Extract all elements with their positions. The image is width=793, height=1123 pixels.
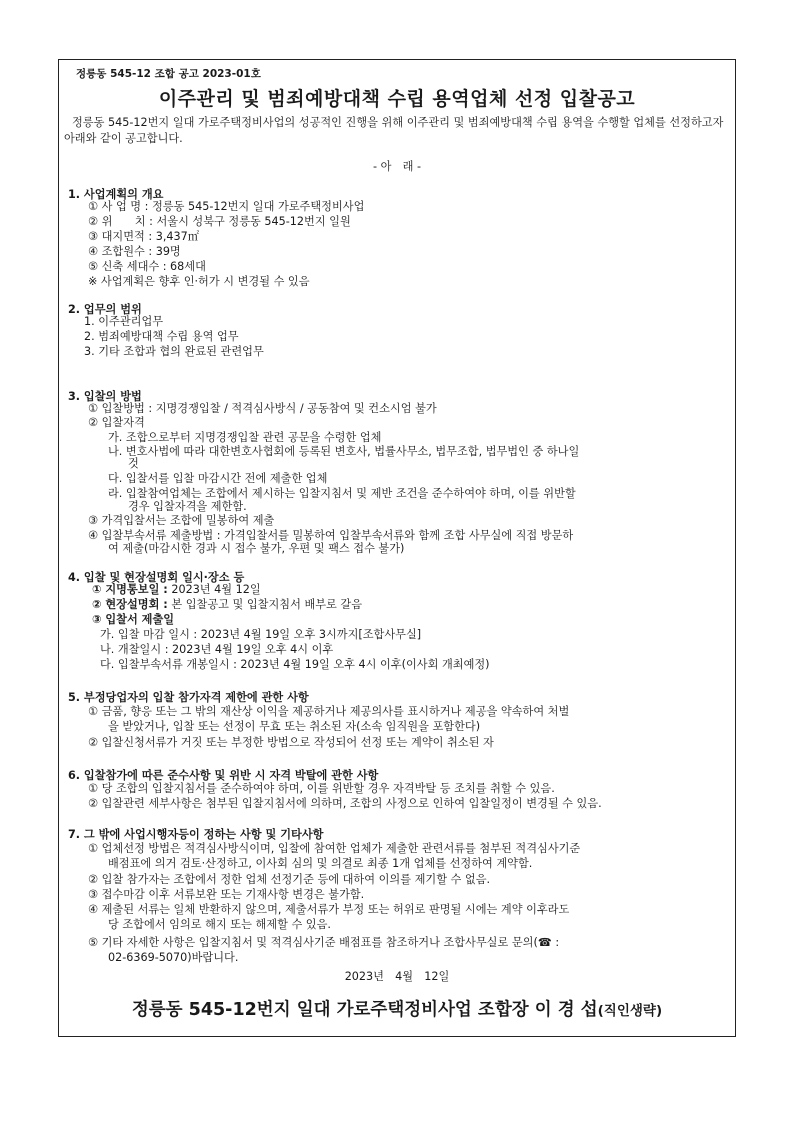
s4-bid-submission: ③ 입찰서 제출일 [92,613,175,626]
notice-title: 이주관리 및 범죄예방대책 수립 용역업체 선정 입찰공고 [158,88,636,110]
s7-item-1: ① 업체선정 방법은 적격심사방식이며, 입찰에 참여한 업체가 제출한 관련서류를 첨부된 적격심사기준 [88,842,581,855]
section-1-title: 1. 사업계획의 개요 [68,188,164,201]
s5-item-1-cont: 을 받았거나, 입찰 또는 선정이 무효 또는 취소된 자(소속 임직원을 포함한다) [108,720,481,733]
s3-submission-cont: 여 제출(마감시한 경과 시 접수 불가, 우편 및 팩스 접수 불가) [108,542,405,555]
s3-qual-b-cont: 것 [128,457,139,470]
section-5-title: 5. 부정당업자의 입찰 참가자격 제한에 관한 사항 [68,691,309,704]
signature-name: 정릉동 545-12번지 일대 가로주택정비사업 조합장 이 경 섭 [131,1000,598,1020]
s7-item-2: ② 입찰 참가자는 조합에서 정한 업체 선정기준 등에 대하여 이의를 제기할 수 없음. [88,873,491,886]
s7-item-4: ④ 제출된 서류는 일체 반환하지 않으며, 제출서류가 부정 또는 허위로 판명될 시에는 계약 이후라도 [88,903,570,916]
s5-item-2: ② 입찰신청서류가 거짓 또는 부정한 방법으로 작성되어 선정 또는 계약이 취소된 자 [88,736,494,749]
document-number: 정릉동 545-12 조합 공고 2023-01호 [76,68,261,80]
s2-item-1: 1. 이주관리업무 [84,315,164,328]
s3-qualification: ② 입찰자격 [88,416,145,429]
s3-price-bid: ③ 가격입찰서는 조합에 밀봉하여 제출 [88,514,275,527]
below-heading: - 아 래 - [373,160,421,173]
s7-item-5-cont: 02-6369-5070)바랍니다. [108,951,239,964]
s4-opening: 나. 개찰일시 : 2023년 4월 19일 오후 4시 이후 [100,643,334,656]
s6-item-1: ① 당 조합의 입찰지침서를 준수하여야 하며, 이를 위반할 경우 자격박탈 등 조치를 취할 수 있음. [88,782,555,795]
section-3-title: 3. 입찰의 방법 [68,390,142,403]
s5-item-1: ① 금품, 향응 또는 그 밖의 재산상 이익을 제공하거나 제공의사를 표시하거나 제공을 약속하여 처벌 [88,705,570,718]
s3-method: ① 입찰방법 : 지명경쟁입찰 / 적격심사방식 / 공동참여 및 컨소시엄 불가 [88,402,437,415]
s4-briefing: ② 현장설명회 : 본 입찰공고 및 입찰지침서 배부로 갈음 [92,598,363,611]
seal-omitted-note: (직인생략) [597,1003,663,1019]
s7-item-1-cont: 배점표에 의거 검토·산정하고, 이사회 심의 및 의결로 최종 1개 업체를 선정하여 계약함. [108,857,533,870]
section-4-title: 4. 입찰 및 현장설명회 일시·장소 등 [68,571,245,584]
s2-item-2: 2. 범죄예방대책 수립 용역 업무 [84,330,239,343]
s3-qual-c: 다. 입찰서를 입찰 마감시간 전에 제출한 업체 [108,472,328,485]
s3-qual-a: 가. 조합으로부터 지명경쟁입찰 관련 공문을 수령한 업체 [108,431,382,444]
s4-deadline: 가. 입찰 마감 일시 : 2023년 4월 19일 오후 3시까지[조합사무실] [100,628,422,641]
s4-notice-date: ① 지명통보일 : 2023년 4월 12일 [92,583,261,596]
s6-item-2: ② 입찰관련 세부사항은 첨부된 입찰지침서에 의하며, 조합의 사정으로 인하여 입찰일정이 변경될 수 있음. [88,797,602,810]
s7-item-4-cont: 당 조합에서 임의로 해지 또는 해제할 수 있음. [108,918,331,931]
s4-doc-opening: 다. 입찰부속서류 개봉일시 : 2023년 4월 19일 오후 4시 이후(이사회 개최예정) [100,658,490,671]
section-7-title: 7. 그 밖에 사업시행자등이 정하는 사항 및 기타사항 [68,828,324,841]
s1-project-name: ① 사 업 명 : 정릉동 545-12번지 일대 가로주택정비사업 [88,200,365,213]
s7-item-5: ⑤ 기타 자세한 사항은 입찰지침서 및 적격심사기준 배점표를 참조하거나 조합사무실로 문의(☎ : [88,936,560,949]
section-6-title: 6. 입찰참가에 따른 준수사항 및 위반 시 자격 박탈에 관한 사항 [68,769,379,782]
notice-date: 2023년 4월 12일 [344,970,450,983]
intro-paragraph: 정릉동 545-12번지 일대 가로주택정비사업의 성공적인 진행을 위해 이주관리 및 범죄예방대책 수립 용역을 수행할 업체를 선정하고자 아래와 같이 공고합니다. [64,116,724,145]
s1-household-count: ⑤ 신축 세대수 : 68세대 [88,260,206,273]
s1-note: ※ 사업계획은 향후 인·허가 시 변경될 수 있음 [88,275,310,288]
s3-submission: ④ 입찰부속서류 제출방법 : 가격입찰서를 밀봉하여 입찰부속서류와 함께 조합 사무실에 직접 방문하 [88,529,574,542]
s7-item-3: ③ 접수마감 이후 서류보완 또는 기재사항 변경은 불가함. [88,888,365,901]
s3-qual-d: 라. 입찰참여업체는 조합에서 제시하는 입찰지침서 및 제반 조건을 준수하여야 하며, 이를 위반할 [108,487,576,500]
section-2-title: 2. 업무의 범위 [68,303,142,316]
s1-member-count: ④ 조합원수 : 39명 [88,245,181,258]
s1-site-area: ③ 대지면적 : 3,437㎡ [88,230,199,243]
s3-qual-d-cont: 경우 입찰자격을 제한함. [128,500,247,513]
s2-item-3: 3. 기타 조합과 협의 완료된 관련업무 [84,345,264,358]
s1-location: ② 위 치 : 서울시 성북구 정릉동 545-12번지 일원 [88,215,351,228]
signature-line [58,996,736,1021]
s3-qual-b: 나. 변호사법에 따라 대한변호사협회에 등록된 변호사, 법률사무소, 법무조합, 법무법인 중 하나일 [108,445,580,458]
